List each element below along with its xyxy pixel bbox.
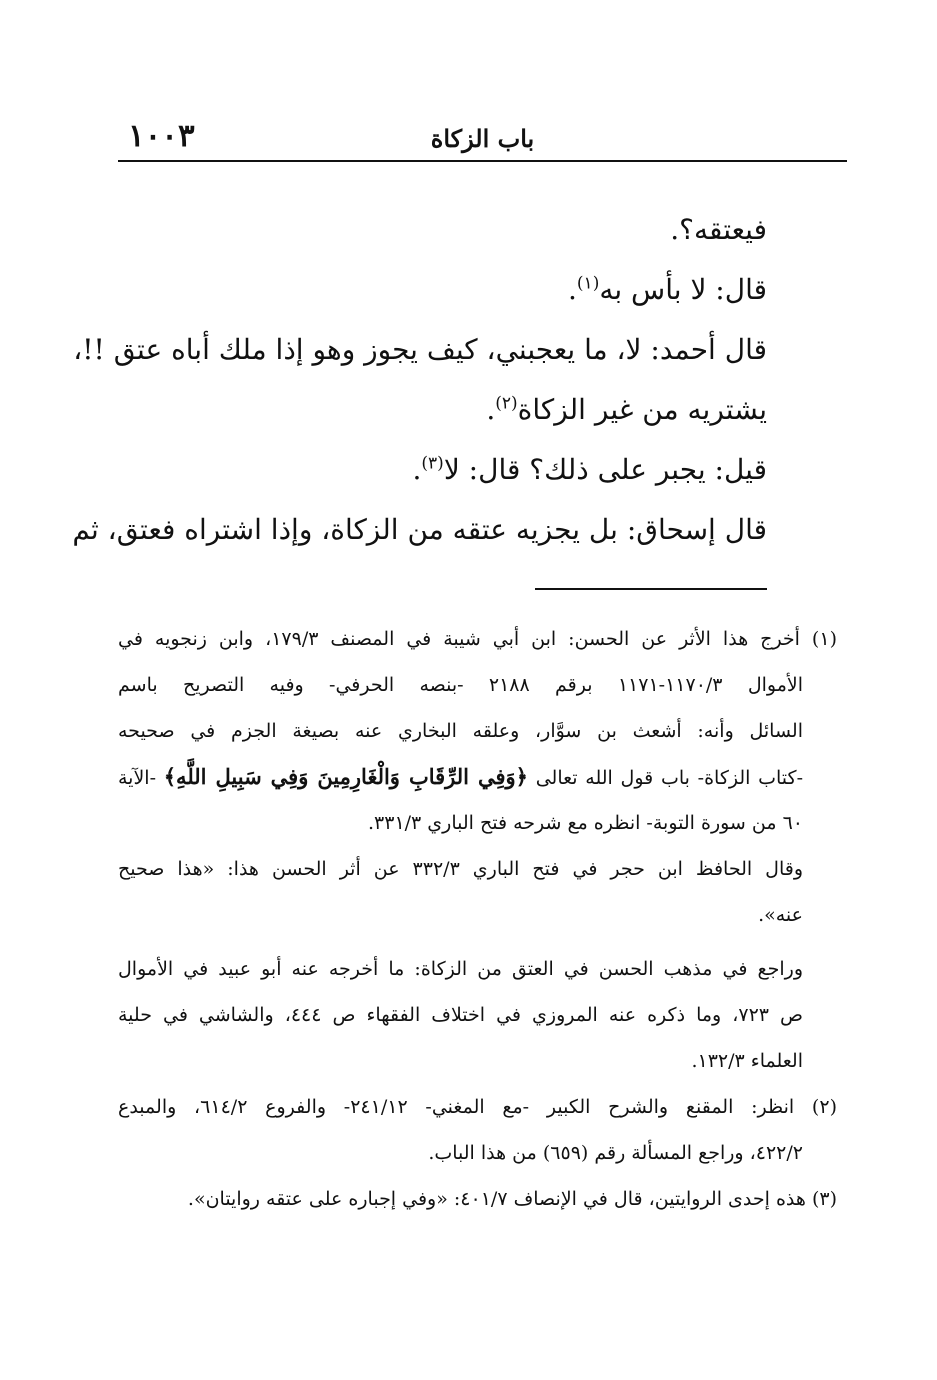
footnote-line [118,754,837,800]
running-title: باب الزكاة [430,124,535,153]
footnote-line: (١) أخرج هذا الأثر عن الحسن: ابن أبي شيبة في المصنف ١٧٩/٣، وابن زنجويه في [118,628,837,650]
footnote-line: (٢) انظر: المقنع والشرح الكبير -مع المغني- ٢٤١/١٢- والفروع ٦١٤/٢، والمبدع [118,1096,837,1118]
page-header [118,112,847,162]
main-line: فيعتقه؟. [670,213,767,246]
footnote-line: ٦٠ من سورة التوبة- انظره مع شرحه فتح الباري ٣٣١/٣. [367,812,803,834]
footnote-ref: (٢) [495,393,518,414]
main-line [118,380,767,440]
main-line [118,440,767,500]
main-text [72,200,767,560]
footnote-line: الأموال ١١٧٠/٣-١١٧١ برقم ٢١٨٨ -بنصه الحرفي- وفيه التصريح باسم [118,674,804,696]
quran-verse: ﴿وَفِي الرِّقَابِ وَالْغَارِمِينَ وَفِي سَبِيلِ اللَّهِ﴾ [163,764,528,789]
main-line-text: قيل: يجبر على ذلك؟ قال: لا [443,453,767,486]
footnotes [118,616,837,1222]
footnote-divider [535,588,767,590]
page-number: ١٠٠٣ [128,118,195,154]
period: . [568,273,577,306]
footnote-line: عنه». [758,904,803,926]
footnote-text: -كتاب الزكاة- باب قول الله تعالى [535,767,804,789]
footnote-line: (٣) هذه إحدى الروايتين، قال في الإنصاف ٤٠١/٧: «وفي إجباره على عتقه روايتان». [187,1188,837,1210]
footnote-line: وراجع في مذهب الحسن في العتق من الزكاة: ما أخرجه عنه أبو عبيد في الأموال [118,958,803,980]
footnote-text: -الآية [118,767,157,789]
main-line: قال إسحاق: بل يجزيه عتقه من الزكاة، وإذا اشتراه فعتق، ثم [72,513,767,546]
main-line: قال أحمد: لا، ما يعجبني، كيف يجوز وهو إذا ملك أباه عتق !!، [73,333,767,366]
footnote-line: ٤٢٢/٢، وراجع المسألة رقم (٦٥٩) من هذا الباب. [428,1142,803,1164]
period: . [486,393,496,426]
main-line-text: قال: لا بأس به [599,273,767,306]
footnote-line: العلماء ١٣٢/٣. [691,1050,803,1072]
period: . [412,453,422,486]
main-line-text: يشتريه من غير الزكاة [517,393,767,426]
footnote-ref: (٣) [421,453,444,474]
footnote-line: ص ٧٢٣، وما ذكره عنه المروزي في اختلاف الفقهاء ص ٤٤٤، والشاشي في حلية [118,1004,803,1026]
footnote-line: وقال الحافظ ابن حجر في فتح الباري ٣٣٢/٣ عن أثر الحسن هذا: «هذا صحيح [118,858,803,880]
main-line [118,260,767,320]
footnote-ref: (١) [576,273,600,294]
footnote-line: السائل وأنه: أشعث بن سوَّار، وعلقه البخاري عنه بصيغة الجزم في صحيحه [118,720,803,742]
